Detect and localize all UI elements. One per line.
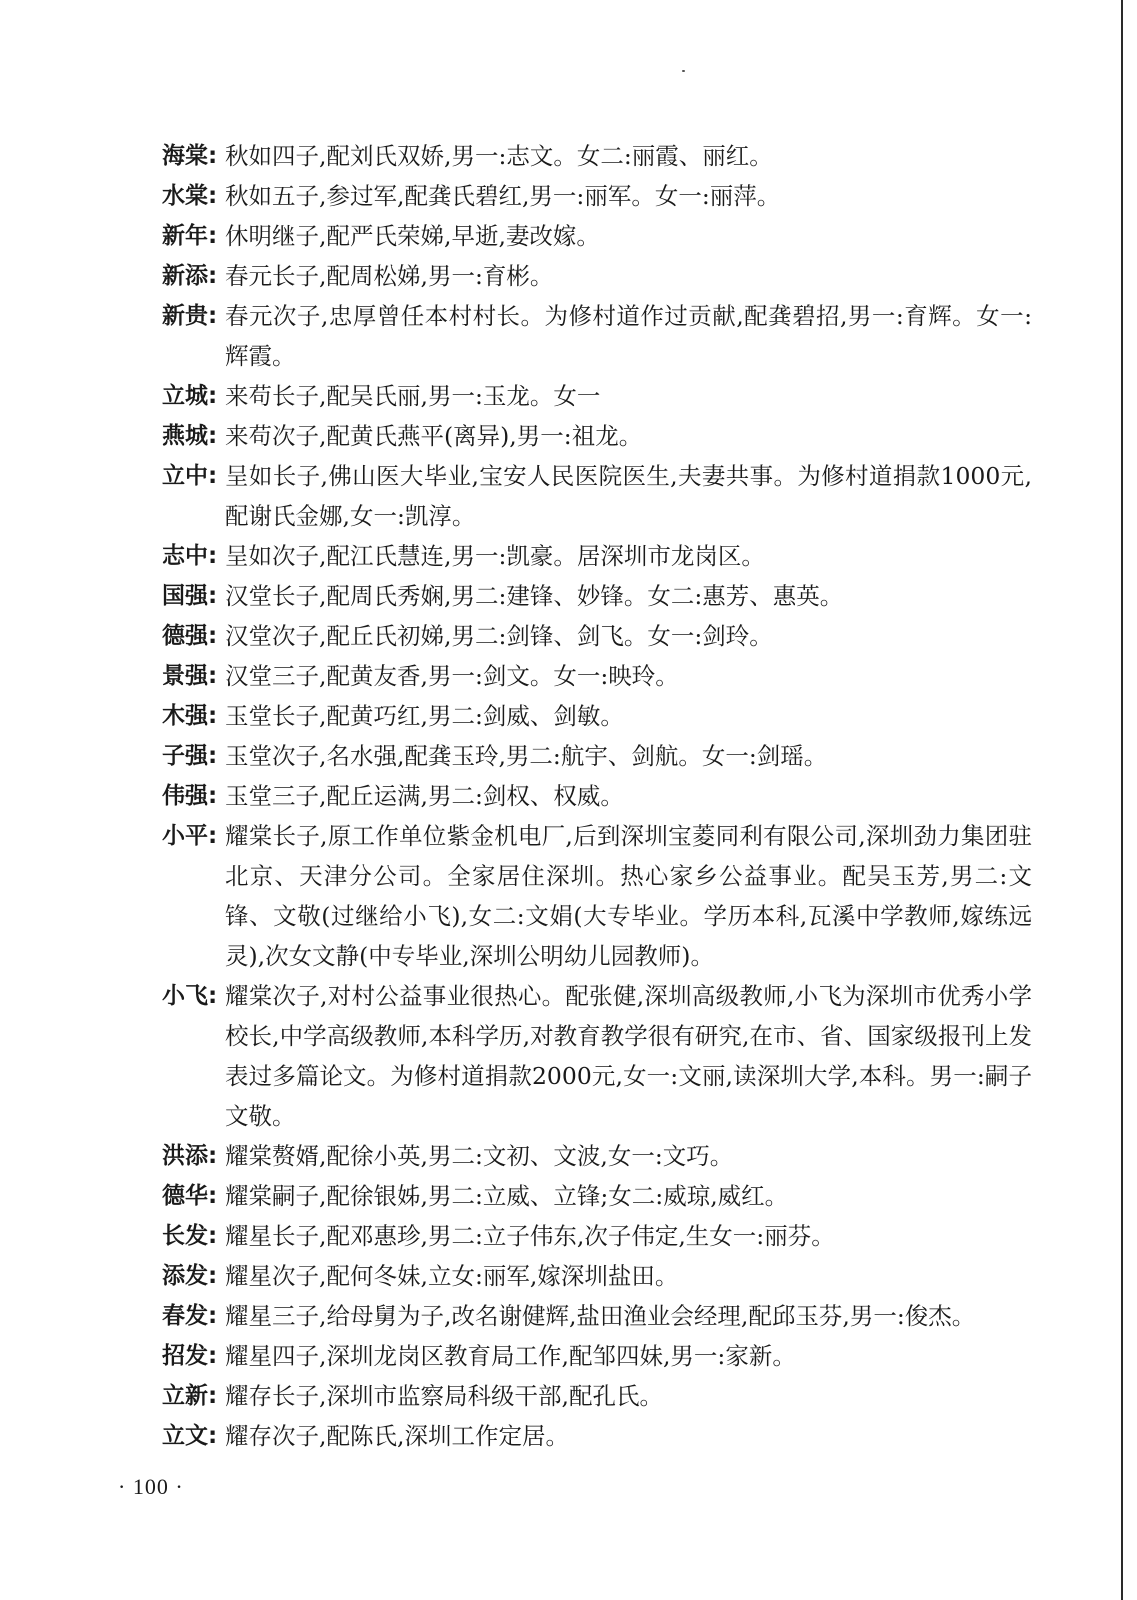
entry-name: 洪添: — [162, 1143, 218, 1169]
entry-zhaofa — [162, 1336, 1032, 1376]
entry-text: 耀棠次子,对村公益事业很热心。配张健,深圳高级教师,小飞为深圳市优秀小学校长,中学高级教师,本科学历,对教育教学很有研究,在市、省、国家级报刊上发表过多篇论文。为修村道捐款2000元,女一:文丽,读深圳大学,本科。男一:嗣子文敬。 — [225, 982, 1032, 1130]
entry-jingqiang — [162, 656, 1032, 696]
entry-yancheng — [162, 416, 1032, 456]
entry-xiaoping — [162, 816, 1032, 976]
entry-text: 耀棠赘婿,配徐小英,男二:文初、文波,女一:文巧。 — [225, 1142, 734, 1170]
entry-name: 木强: — [162, 703, 218, 729]
entry-name: 立中: — [162, 463, 218, 489]
entry-text: 耀星长子,配邓惠珍,男二:立子伟东,次子伟定,生女一:丽芬。 — [225, 1222, 835, 1250]
entry-text: 汉堂长子,配周氏秀娴,男二:建锋、妙锋。女二:惠芳、惠英。 — [225, 582, 844, 610]
entry-xintian — [162, 256, 1032, 296]
entry-name: 招发: — [162, 1343, 218, 1369]
entry-text: 春元次子,忠厚曾任本村村长。为修村道作过贡献,配龚碧招,男一:育辉。女一:辉霞。 — [225, 302, 1032, 370]
entry-text: 秋如五子,参过军,配龚氏碧红,男一:丽军。女一:丽萍。 — [225, 182, 781, 210]
entry-name: 德强: — [162, 623, 218, 649]
entry-name: 德华: — [162, 1183, 218, 1209]
entry-ziqiang — [162, 736, 1032, 776]
entry-licheng — [162, 376, 1032, 416]
entry-text: 耀棠嗣子,配徐银姊,男二:立威、立锋;女二:威琼,威红。 — [225, 1182, 789, 1210]
scan-speck — [682, 70, 685, 72]
entry-name: 小飞: — [162, 983, 218, 1009]
entry-name: 新年: — [162, 223, 218, 249]
entry-text: 来苟长子,配吴氏丽,男一:玉龙。女一 — [225, 382, 601, 410]
entry-guoqiang — [162, 576, 1032, 616]
entry-name: 伟强: — [162, 783, 218, 809]
entry-muqiang — [162, 696, 1032, 736]
entry-xingui — [162, 296, 1032, 376]
entry-text: 呈如次子,配江氏慧连,男一:凯豪。居深圳市龙岗区。 — [225, 542, 765, 570]
entry-name: 春发: — [162, 1303, 218, 1329]
entry-name: 新添: — [162, 263, 218, 289]
entry-hongtian — [162, 1136, 1032, 1176]
genealogy-entries — [162, 136, 1032, 1456]
entry-text: 汉堂三子,配黄友香,男一:剑文。女一:映玲。 — [225, 662, 679, 690]
entry-text: 玉堂三子,配丘运满,男二:剑权、权威。 — [225, 782, 624, 810]
entry-text: 来苟次子,配黄氏燕平(离异),男一:祖龙。 — [225, 422, 643, 450]
entry-name: 水棠: — [162, 183, 218, 209]
entry-name: 海棠: — [162, 143, 218, 169]
entry-deqiang — [162, 616, 1032, 656]
entry-zhizhong — [162, 536, 1032, 576]
entry-text: 玉堂次子,名水强,配龚玉玲,男二:航宇、剑航。女一:剑瑶。 — [225, 742, 828, 770]
entry-name: 立城: — [162, 383, 218, 409]
entry-text: 耀存长子,深圳市监察局科级干部,配孔氏。 — [225, 1382, 663, 1410]
entry-name: 添发: — [162, 1263, 218, 1289]
entry-name: 志中: — [162, 543, 218, 569]
entry-name: 国强: — [162, 583, 218, 609]
entry-text: 耀星四子,深圳龙岗区教育局工作,配邹四妹,男一:家新。 — [225, 1342, 796, 1370]
entry-xinnian — [162, 216, 1032, 256]
page-number: · 100 · — [118, 1474, 184, 1499]
entry-text: 呈如长子,佛山医大毕业,宝安人民医院医生,夫妻共事。为修村道捐款1000元,配谢氏金娜,女一:凯淳。 — [225, 462, 1032, 530]
entry-text: 耀存次子,配陈氏,深圳工作定居。 — [225, 1422, 569, 1450]
entry-liwen — [162, 1416, 1032, 1456]
entry-name: 小平: — [162, 823, 218, 849]
entry-name: 景强: — [162, 663, 218, 689]
entry-dehua — [162, 1176, 1032, 1216]
entry-text: 耀星三子,给母舅为子,改名谢健辉,盐田渔业会经理,配邱玉芬,男一:俊杰。 — [225, 1302, 976, 1330]
entry-name: 立新: — [162, 1383, 218, 1409]
entry-text: 耀星次子,配何冬妹,立女:丽军,嫁深圳盐田。 — [225, 1262, 679, 1290]
entry-text: 玉堂长子,配黄巧红,男二:剑威、剑敏。 — [225, 702, 624, 730]
entry-tianfa — [162, 1256, 1032, 1296]
entry-text: 汉堂次子,配丘氏初娣,男二:剑锋、剑飞。女一:剑玲。 — [225, 622, 773, 650]
entry-chunfa — [162, 1296, 1032, 1336]
entry-name: 立文: — [162, 1423, 218, 1449]
entry-changfa — [162, 1216, 1032, 1256]
entry-text: 秋如四子,配刘氏双娇,男一:志文。女二:丽霞、丽红。 — [225, 142, 773, 170]
scan-edge-line — [1121, 0, 1123, 1600]
entry-text: 春元长子,配周松娣,男一:育彬。 — [225, 262, 554, 290]
entry-text: 耀棠长子,原工作单位紫金机电厂,后到深圳宝菱同利有限公司,深圳劲力集团驻北京、天津分公司。全家居住深圳。热心家乡公益事业。配吴玉芳,男二:文锋、文敬(过继给小飞),女二:文娟(大专毕业。学历本科,瓦溪中学教师,嫁练远灵),次女文静(中专毕业,深圳公明幼儿园教师)。 — [225, 822, 1032, 970]
entry-lixin — [162, 1376, 1032, 1416]
entry-text: 休明继子,配严氏荣娣,早逝,妻改嫁。 — [225, 222, 600, 250]
entry-shuitang — [162, 176, 1032, 216]
entry-name: 新贵: — [162, 303, 218, 329]
entry-name: 燕城: — [162, 423, 218, 449]
entry-weiqiang — [162, 776, 1032, 816]
entry-name: 长发: — [162, 1223, 218, 1249]
entry-haitang — [162, 136, 1032, 176]
entry-name: 子强: — [162, 743, 218, 769]
entry-xiaofei — [162, 976, 1032, 1136]
entry-lizhong — [162, 456, 1032, 536]
